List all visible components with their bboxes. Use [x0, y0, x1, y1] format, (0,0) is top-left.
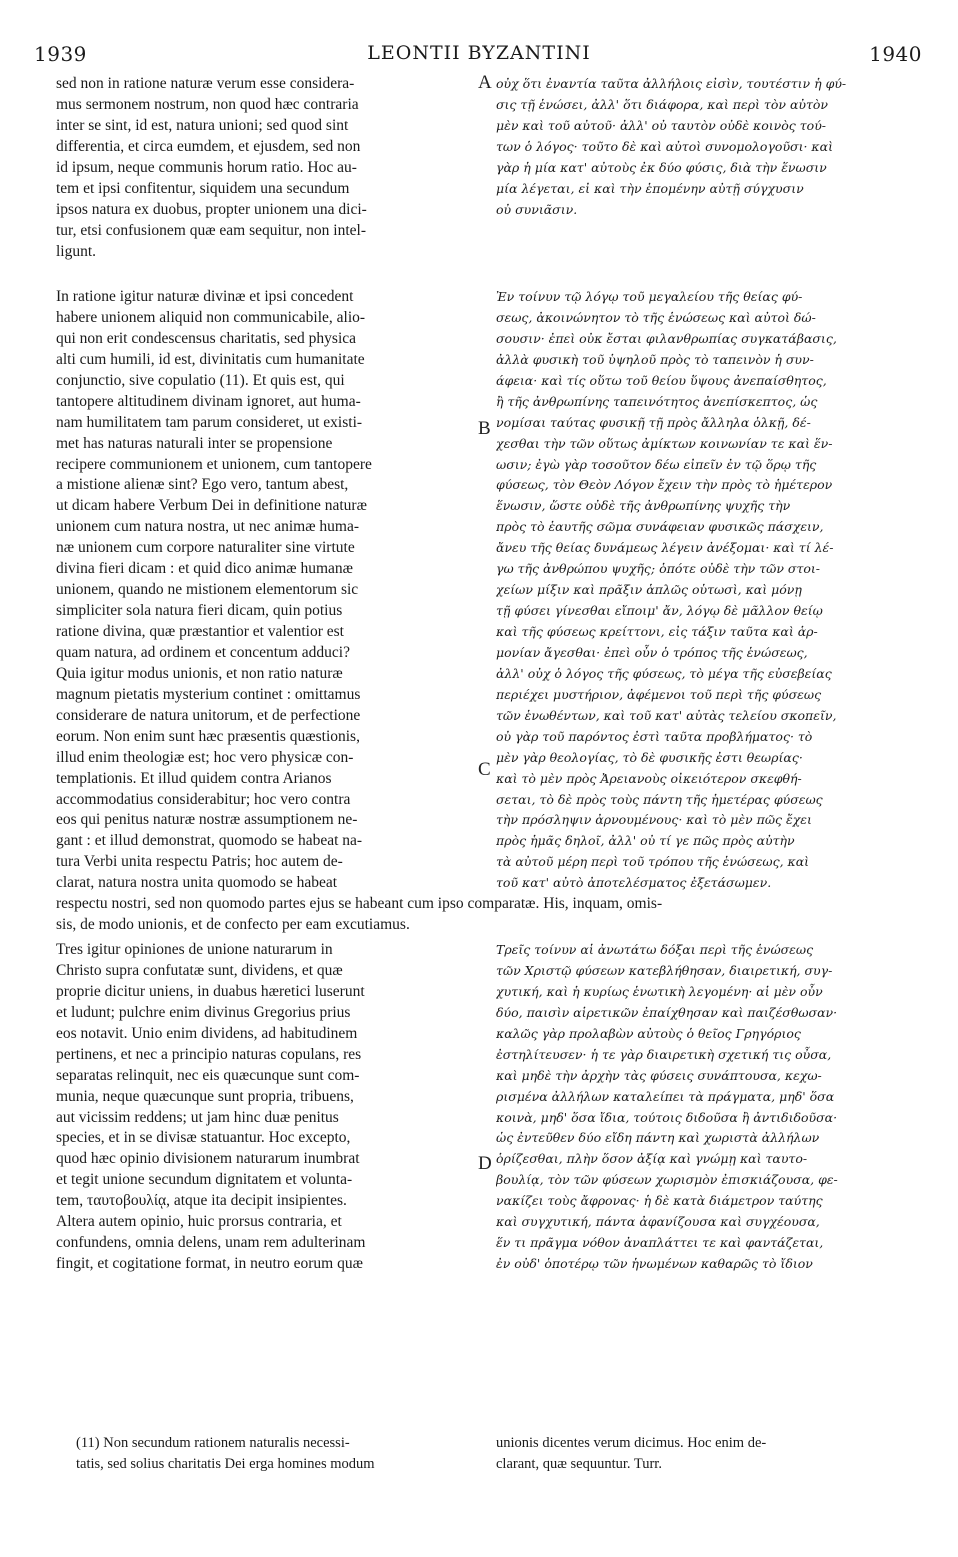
latin-line: tantopere altitudinem divinam ignoret, aut huma- — [56, 392, 361, 410]
latin-line: clarat, natura nostra unita quomodo se habeat — [56, 874, 338, 892]
greek-line: καὶ συγχυτική, πάντα ἀφανίζουσα καὶ συγχέουσα, — [496, 1214, 820, 1230]
greek-line: τῶν Χριστῷ φύσεων κατεβλήθησαν, διαιρετική, συγ- — [496, 962, 833, 978]
latin-line: eorum. Non enim sunt hæc præsentis quæstionis, — [56, 727, 360, 745]
greek-line: νομίσαι ταύτας φυσικῇ τῇ πρὸς ἄλληλα ὁλκῇ, δέ- — [496, 414, 811, 430]
latin-line: accommodatius considerabitur; hoc vero contra — [56, 790, 351, 808]
greek-line: βουλίᾳ, τὸν τῶν φύσεων χωρισμὸν ἐπισκιάζουσα, φε- — [496, 1172, 838, 1188]
latin-line: templationis. Et illud quidem contra Arianos — [56, 769, 332, 787]
latin-line: fingit, et cogitatione format, in neutro eorum quæ — [56, 1255, 363, 1273]
greek-line: σουσιν· ἐπεὶ οὐκ ἔσται φιλανθρωπίας συγκατάβασις, — [496, 330, 837, 346]
latin-line: inter se sint, id est, natura unioni; sed quod sint — [56, 116, 349, 134]
greek-line: ωσιν; ἐγὼ γὰρ τοσοῦτον δέω εἰπεῖν ἐν τῷ ὅρῳ τῆς — [496, 456, 817, 472]
greek-line: ὁρίζεσθαι, πλὴν ὅσον ἀξίᾳ καὶ γνώμῃ καὶ ταυτο- — [496, 1151, 808, 1167]
latin-line: confundens, omnia delens, unam rem adulterinam — [56, 1234, 366, 1252]
greek-line: ἢ τῆς ἀνθρωπίνης ταπεινότητος ἀνεπίσκεπτος, ὡς — [496, 393, 818, 409]
margin-marker-d: D — [478, 1153, 492, 1174]
footnote-right — [496, 1434, 916, 1476]
latin-column-block2 — [56, 287, 474, 894]
greek-line: κοινὰ, μηδ' ὅσα ἴδια, τούτοις διδοῦσα ἢ ἀντιδιδοῦσα· — [496, 1109, 838, 1125]
greek-line: καὶ τῆς φύσεως κρείττονι, εἰς τάξιν ταῦτα καὶ ἁρ- — [496, 624, 818, 639]
full-width-paragraph — [56, 894, 926, 936]
latin-line: ratione divina, quæ præstantior et valentior est — [56, 623, 344, 640]
greek-line: τὴν πρόσληψιν ἀρνουμένους· καὶ τὸ μὲν πῶς ἔχει — [496, 812, 812, 828]
latin-line: tura Verbi unita respectu Patris; hoc autem de- — [56, 853, 343, 871]
latin-line: species, et in se divisæ statuantur. Hoc excepto, — [56, 1129, 351, 1147]
greek-line: μία λέγεται, εἰ καὶ τὴν ἑπομένην αὐτῇ σύγχυσιν — [496, 180, 804, 196]
margin-marker-c: C — [478, 759, 491, 780]
latin-line: Quia igitur modus unionis, et non ratio naturæ — [56, 664, 343, 682]
latin-line: simpliciter sola natura fieri dicam, quin potius — [56, 602, 343, 620]
latin-line: et ludunt; pulchre enim divinus Gregorius prius — [56, 1003, 351, 1021]
latin-line: ut dicam habere Verbum Dei in definitione naturæ — [56, 497, 367, 515]
greek-line: Ἐν τοίνυν τῷ λόγῳ τοῦ μεγαλείου τῆς θείας φύ- — [496, 289, 803, 304]
footnote-line: unionis dicentes verum dicimus. Hoc enim de- — [496, 1435, 767, 1451]
latin-line: munia, neque quæcunque sunt propria, tribuens, — [56, 1087, 354, 1105]
greek-line: ἕνωσιν, ὥστε οὐδὲ τῆς ἀνθρωπίνης ψυχῆς τὴν — [496, 498, 791, 514]
greek-line: ἕν τι πρᾶγμα νόθον ἀναπλάττει τε καὶ φαντάζεται, — [496, 1235, 824, 1251]
greek-line: καὶ τὸ μὲν πρὸς Ἀρειανοὺς οἰκειότερον σκεφθή- — [496, 770, 802, 786]
latin-line: considerare de natura unitorum, et de perfectione — [56, 706, 361, 724]
greek-line: ὡς ἐντεῦθεν δύο εἴδη πάντη καὶ χωριστὰ ἀλλήλων — [496, 1130, 820, 1146]
footnote-left — [76, 1434, 476, 1476]
greek-line: οὐχ ὅτι ἐναντία ταῦτα ἀλλήλοις εἰσὶν, τουτέστιν ἡ φύ- — [496, 76, 847, 91]
latin-line: eos notavit. Unio enim dividens, ad habitudinem — [56, 1024, 358, 1042]
latin-line: unionem, quando ne mistionem elementorum sic — [56, 581, 359, 599]
greek-line: ἀλλὰ φυσικὴ τοῦ ὑψηλοῦ πρὸς τὸ ταπεινὸν ἡ συν- — [496, 351, 814, 367]
greek-line: πρὸς τὸ ἑαυτῆς σῶμα συνάφειαν φυσικῶς πάσχειν, — [496, 519, 824, 535]
greek-line: μὲν καὶ τοῦ αὐτοῦ· ἀλλ' οὐ ταυτὸν οὐδὲ κοινὸς τού- — [496, 117, 827, 133]
greek-column-block1 — [496, 74, 908, 221]
latin-line: tem, ταυτοβουλίᾳ, atque ita decipit insipientes. — [56, 1192, 347, 1210]
greek-line: γὰρ ἡ μία κατ' αὐτοὺς ἐκ δύο φύσις, διὰ τὴν ἕνωσιν — [496, 159, 827, 175]
latin-column-block1 — [56, 74, 474, 262]
latin-line: proprie dicitur uniens, in duabus hæretici luserunt — [56, 982, 365, 1000]
latin-line: illud enim theologiæ est; hoc vero physicæ con- — [56, 748, 354, 766]
latin-line: næ unionem cum corpore naturaliter sine virtute — [56, 539, 355, 557]
latin-line: id ipsum, neque communis horum ratio. Hoc au- — [56, 158, 357, 176]
latin-line: conjunctio, sive copulatio (11). Et quis est, qui — [56, 371, 345, 389]
latin-line: a mistione alienæ sint? Ego vero, tantum abest, — [56, 476, 349, 494]
column-number-left: 1939 — [34, 42, 87, 66]
greek-line: ἄνευ τῆς θείας δυνάμεως λέγειν ἀνέξομαι· καὶ τί λέ- — [496, 540, 834, 556]
greek-line: περιέχει μυστήριον, ἀφέμενοι τοῦ περὶ τῆς φύσεως — [496, 686, 822, 702]
greek-line: οὐ γὰρ τοῦ παρόντος ἐστὶ ταῦτα προβλήματος· τὸ — [496, 728, 813, 744]
greek-line: ἐστηλίτευσεν· ἡ τε γὰρ διαιρετικὴ σχετική τις οὖσα, — [496, 1046, 832, 1062]
greek-line: χυτική, καὶ ἡ κυρίως ἑνωτικὴ λεγομένη· αἱ μὲν οὖν — [496, 983, 823, 999]
latin-line: gant : et illud demonstrat, quomodo se habeat na- — [56, 832, 363, 850]
latin-line: et tegit unione secundum dignitatem et volunta- — [56, 1171, 353, 1189]
margin-marker-a: A — [478, 72, 492, 93]
footnote-line: (11) Non secundum rationem naturalis necessi- — [76, 1435, 350, 1451]
latin-line: tur, etsi confusionem quæ eam sequitur, non intel- — [56, 221, 366, 239]
greek-line: τῇ φύσει γίνεσθαι εἴποιμ' ἄν, λόγῳ δὲ μᾶλλον θείῳ — [496, 603, 823, 619]
latin-line: Altera autem opinio, huic prorsus contraria, et — [56, 1213, 342, 1231]
latin-line: tem et ipsi confitentur, siquidem una secundum — [56, 179, 350, 197]
greek-line: φύσεως, τὸν Θεὸν Λόγον ἔχειν τὴν πρὸς τὸ ἡμέτερον — [496, 477, 833, 493]
latin-line: recipere communionem et unionem, cum tantopere — [56, 455, 372, 473]
greek-line: των ὁ λόγος· τοῦτο δὲ καὶ αὐτοὶ συνομολογοῦσι· καὶ — [496, 138, 833, 154]
greek-line: καλῶς γὰρ προλαβὼν αὐτοὺς ὁ θεῖος Γρηγόριος — [496, 1025, 801, 1041]
latin-line: qui non erit condescensus charitatis, sed physica — [56, 329, 357, 347]
latin-line: alti cum humili, id est, divinitatis cum humanitate — [56, 350, 365, 368]
latin-line: differentia, et circa eumdem, et ejusdem, sed non — [56, 137, 361, 155]
greek-line: χεσθαι τὴν τῶν οὕτως ἀμίκτων κοινωνίαν τε καὶ ἕν- — [496, 435, 833, 451]
greek-line: ἀλλ' οὐχ ὁ λόγος τῆς φύσεως, τὸ μέγα τῆς εὐσεβείας — [496, 665, 832, 681]
greek-line: χείων μίξιν καὶ πρᾶξιν ἁπλῶς οὑτωσὶ, καὶ μόνῃ — [496, 582, 802, 598]
latin-line: ligunt. — [56, 242, 97, 260]
greek-line: πρὸς ἡμᾶς δηλοῖ, ἀλλ' οὐ τί γε πῶς πρὸς αὐτὴν — [496, 833, 795, 849]
full-width-line: sis, de modo unionis, et de confecto per eam excutiamus. — [56, 915, 410, 933]
running-title: LEONTII BYZANTINI — [367, 42, 591, 64]
greek-line: σεως, ἀκοινώνητον τὸ τῆς ἑνώσεως καὶ αὐτοὶ δώ- — [496, 309, 816, 325]
latin-line: In ratione igitur naturæ divinæ et ipsi concedent — [56, 288, 354, 305]
greek-line: ρισμένα ἀλλήλων καταλείπει τὰ πράγματα, μηδ' ὅσα — [496, 1088, 835, 1104]
footnote-line: tatis, sed solius charitatis Dei erga homines modum — [76, 1455, 375, 1472]
greek-line: τῶν ἑνωθέντων, καὶ τοῦ κατ' αὐτὰς τελείου σκοπεῖν, — [496, 707, 837, 723]
latin-line: unionem cum natura nostra, ut nec animæ huma- — [56, 518, 360, 536]
margin-marker-b: B — [478, 418, 491, 439]
greek-line: καὶ μηδὲ τὴν ἀρχὴν τὰς φύσεις συνάπτουσα, κεχω- — [496, 1067, 822, 1083]
latin-line: eos qui penitus naturæ nostræ assumptionem ne- — [56, 811, 358, 829]
latin-line: magnum pietatis mysterium continet : omittamus — [56, 685, 361, 703]
greek-line: νακίζει τοὺς ἄφρονας· ἡ δὲ κατὰ διάμετρον ταύτης — [496, 1193, 823, 1209]
greek-line: γω τῆς ἀνθρώπου ψυχῆς; ὁπότε οὐδὲ τὴν τῶν στοι- — [496, 561, 821, 577]
column-number-right: 1940 — [869, 42, 922, 66]
greek-line: τὰ αὐτοῦ μέρη περὶ τοῦ τρόπου τῆς ἑνώσεως, καὶ — [496, 854, 810, 870]
greek-line: μὲν γὰρ θεολογίας, τὸ δὲ φυσικῆς ἐστι θεωρίας· — [496, 749, 803, 765]
latin-line: mus sermonem nostrum, non quod hæc contraria — [56, 95, 359, 113]
latin-line: Christo supra confutatæ sunt, dividens, et quæ — [56, 961, 343, 979]
latin-line: separatas relinquit, nec eis quæcunque sunt com- — [56, 1066, 360, 1084]
latin-column-block3 — [56, 940, 474, 1275]
greek-line: οὐ συνιᾶσιν. — [496, 201, 578, 217]
greek-line: σις τῇ ἑνώσει, ἀλλ' ὅτι διάφορα, καὶ περὶ τὸν αὐτὸν — [496, 96, 829, 112]
latin-line: met has naturas naturali inter se propensione — [56, 434, 333, 452]
full-width-line: respectu nostri, sed non quomodo partes ejus se habeant cum ipso comparatæ. His, inquam, omis- — [56, 895, 663, 912]
greek-line: τοῦ κατ' αὐτὸ ἀποτελέσματος ἐξετάσωμεν. — [496, 875, 772, 891]
greek-line: σεται, τὸ δὲ πρὸς τοὺς πάντη τῆς ἡμετέρας φύσεως — [496, 791, 823, 807]
latin-line: quam natura, ad ordinem et concentum adduci? — [56, 643, 350, 661]
greek-line: Τρεῖς τοίνυν αἱ ἀνωτάτω δόξαι περὶ τῆς ἑνώσεως — [496, 942, 814, 957]
latin-line: nam humilitatem tam parum consideret, ut existi- — [56, 413, 363, 431]
latin-line: divina fieri dicam : et quid dico animæ humanæ — [56, 560, 354, 578]
greek-line: άφεια· καὶ τίς οὕτω τοῦ θείου ὕψους ἀνεπαίσθητος, — [496, 372, 827, 388]
footnote-line: clarant, quæ sequuntur. Turr. — [496, 1455, 662, 1472]
latin-line: Tres igitur opiniones de unione naturarum in — [56, 941, 333, 958]
greek-line: μονίαν ἄγεσθαι· ἐπεὶ οὖν ὁ τρόπος τῆς ἑνώσεως, — [496, 644, 808, 660]
latin-line: ipsos natura ex duobus, propter unionem una dici- — [56, 200, 367, 218]
latin-line: quod hæc opinio divisionem naturarum inumbrat — [56, 1150, 360, 1168]
latin-line: habere unionem aliquid non communicabile, alio- — [56, 308, 366, 326]
latin-line: aut vicissim reddens; ut jam hinc duæ penitus — [56, 1108, 339, 1126]
greek-line: ἐν οὐδ' ὁποτέρῳ τῶν ἡνωμένων καθαρῶς τὸ ἴδιον — [496, 1256, 813, 1272]
greek-column-block3 — [496, 940, 908, 1275]
greek-column-block2 — [496, 287, 908, 894]
latin-line: sed non in ratione naturæ verum esse considera- — [56, 75, 355, 92]
latin-line: pertinens, et nec a principio naturas copulans, res — [56, 1045, 362, 1063]
greek-line: δύο, παισὶν αἱρετικῶν ἐπαίχθησαν καὶ παιζέσθωσαν· — [496, 1004, 838, 1020]
